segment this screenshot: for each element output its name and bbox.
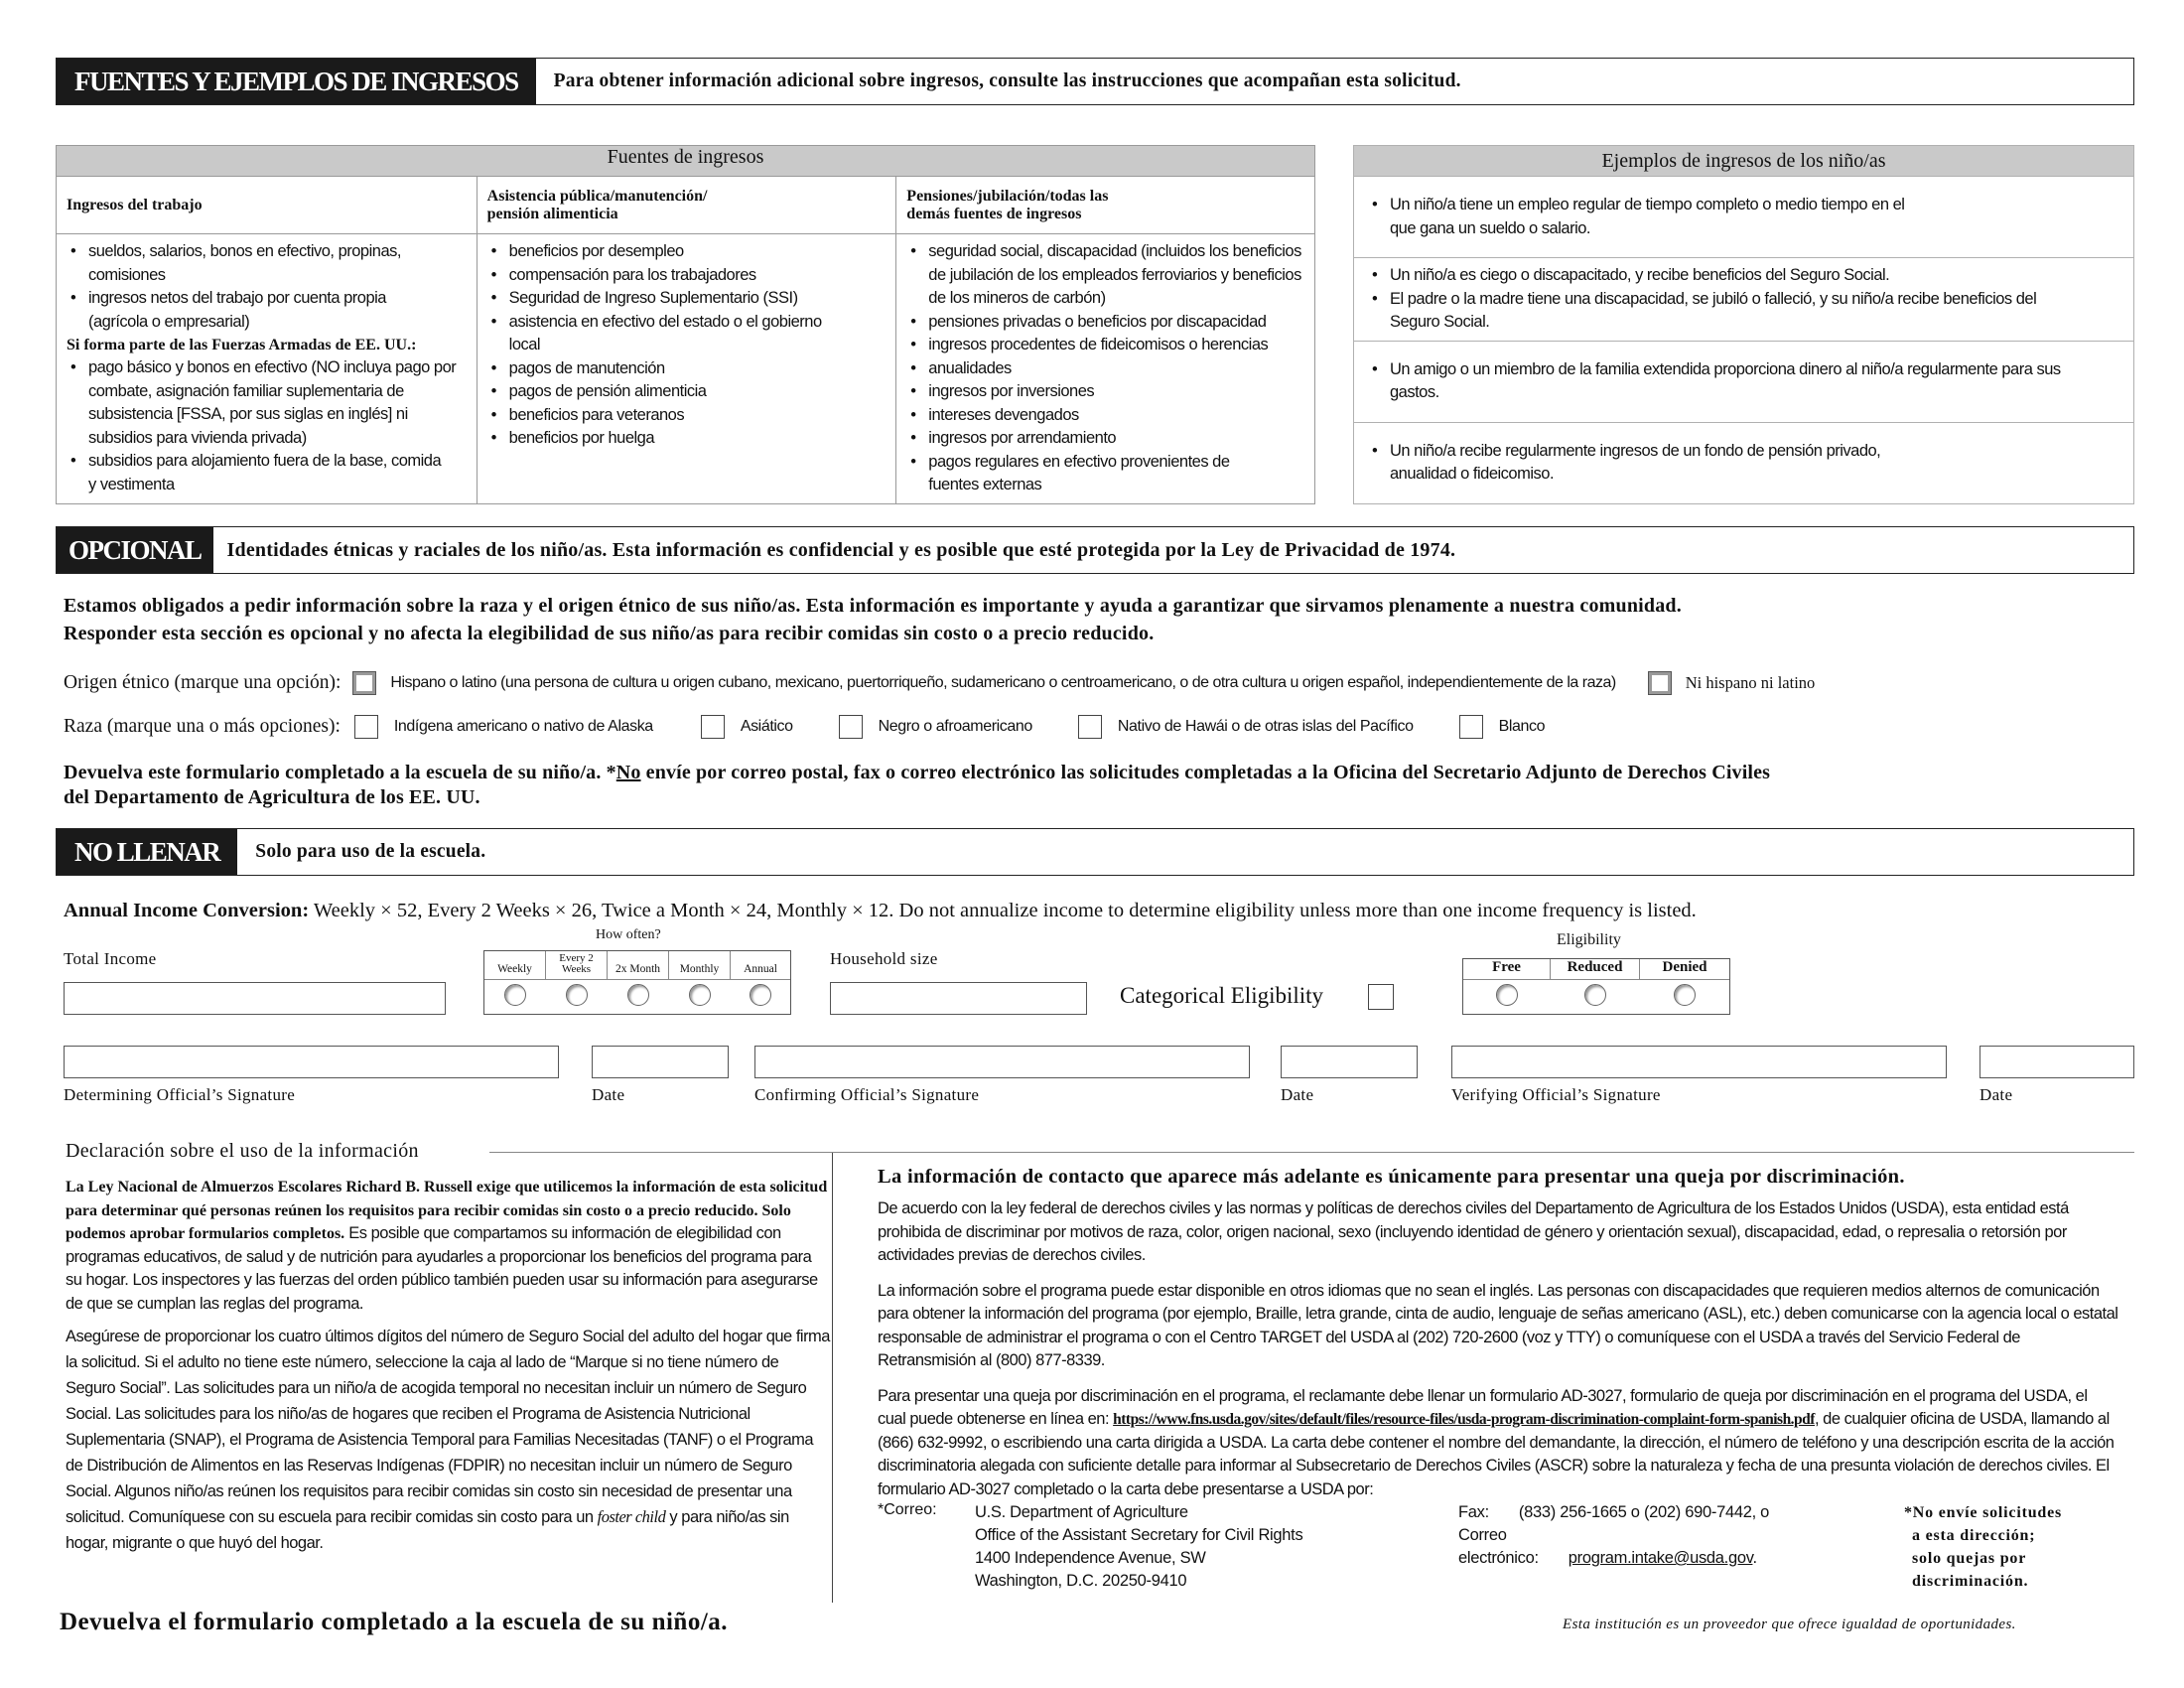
col-header-work: Ingresos del trabajo (57, 177, 478, 234)
note-line: solo quejas por (1912, 1550, 2027, 1567)
list-item: • pensiones privadas o beneficios por discapacidad (906, 311, 1304, 335)
return-instructions (64, 761, 2138, 810)
mail-line: Washington, D.C. 20250-9410 (975, 1572, 1187, 1590)
race-label-pacific: Nativo de Hawái o de otras islas del Pacífico (1117, 718, 1414, 735)
elig-denied-radio[interactable] (1674, 984, 1696, 1006)
freq-biweekly-label: Every 2 Weeks (546, 951, 608, 979)
freq-biweekly-radio[interactable] (566, 984, 588, 1006)
optional-tag: OPCIONAL (57, 527, 213, 573)
list-item: • El padre o la madre tiene una discapacidad, se jubiló o falleció, y su niño/a recibe beneficios del Seguro Social. (1368, 288, 2119, 335)
income-examples-title: Ejemplos de ingresos de los niño/as (1354, 146, 2134, 177)
freq-weekly-radio[interactable] (504, 984, 526, 1006)
determining-signature-field[interactable] (64, 1046, 559, 1078)
discrimination-para3-a: Para presentar una queja por discriminación en el programa, el reclamante debe llenar un formulario AD-3027, formulario de queja por discriminación en el programa del USDA, el cual puede obtenerse en línea en: (878, 1386, 2088, 1428)
income-sources-title: Fuentes de ingresos (57, 146, 1315, 177)
list-item: • beneficios por desempleo (487, 240, 887, 264)
frequency-box (483, 950, 791, 1015)
income-section-header (56, 58, 2134, 105)
example-row (1354, 177, 2134, 258)
declaration-rule (489, 1152, 832, 1153)
optional-section-header (56, 526, 2134, 574)
pensions-cell (896, 234, 1315, 504)
discrimination-para3-b: , de cualquier oficina de USDA, llamando al (866) 632-9992, o escribiendo una carta dirigida a USDA. La carta debe contener el nombre del demandante, la dirección, el número de teléfono y una descripción escrita de la acción discriminatoria alegada con suficiente detalle para informar al Subsecretario de Derechos Civiles (ASCR) sobre la naturaleza y fecha de una presunta violación de derechos civiles. El formulario AD-3027 completado o la carta debe presentarse a USDA por: (878, 1410, 2115, 1498)
optional-intro (64, 592, 2128, 647)
email-link[interactable]: program.intake@usda.gov (1568, 1549, 1753, 1567)
determining-date-label: Date (592, 1085, 625, 1104)
column-divider (832, 1152, 833, 1603)
declaration-para2-end: y para niño/as sin hogar, migrante o que huyó del hogar. (66, 1508, 789, 1552)
income-sources-table (56, 145, 1315, 504)
determining-date-field[interactable] (592, 1046, 729, 1078)
income-section-tag: FUENTES Y EJEMPLOS DE INGRESOS (57, 59, 536, 104)
verifying-date-field[interactable] (1979, 1046, 2134, 1078)
race-checkbox-white[interactable] (1459, 715, 1483, 739)
elig-reduced-label: Reduced (1551, 959, 1640, 979)
optional-intro-line2: Responder esta sección es opcional y no afecta la elegibilidad de sus niño/as para recibir comidas sin costo o a precio reducido. (64, 623, 1155, 644)
discrimination-para2: La información sobre el programa puede estar disponible en otros idiomas que no sean el inglés. Las personas con discapacidades que requieren medios alternos de comunicación para obtener la información del programa (por ejemplo, Braille, letra grande, cinta de audio, lenguaje de señas americano (ASL), etc.) deben comunicarse con la agencia local o estatal responsable de administrar el programa o con el Centro TARGET del USDA al (202) 720-2600 (voz y TTY) o comuníquese con el USDA a través del Servicio Federal de Retransmisión al (800) 877-8339. (878, 1281, 2118, 1369)
determining-signature-label: Determining Official’s Signature (64, 1085, 296, 1104)
mail-line: 1400 Independence Avenue, SW (975, 1549, 1206, 1567)
note-line: a esta dirección; (1912, 1527, 2036, 1544)
declaration-para2: Asegúrese de proporcionar los cuatro últimos dígitos del número de Seguro Social del adulto del hogar que firma la solicitud. Si el adulto no tiene este número, seleccione la caja al lado de “Marque si no tiene número de Seguro Social”. Las solicitudes para un niño/a de acogida temporal no necesitan incluir un número de Seguro Social. Las solicitudes para los niño/as de hogares que reciben el Programa de Asistencia Nutricional Suplementaria (SNAP), el Programa de Asistencia Temporal para Familias Necesitadas (TANF) o el Programa de Distribución de Alimentos en las Reservas Indígenas (FDPIR) no necesitan incluir un número de Seguro Social. Algunos niño/as reúnen los requisitos para recibir comidas sin costo sin necesidad de presentar una solicitud. Comuníquese con su escuela para recibir comidas sin costo para un (66, 1328, 830, 1526)
freq-monthly-radio[interactable] (689, 984, 711, 1006)
elig-free-radio[interactable] (1496, 984, 1518, 1006)
mail-line: Office of the Assistant Secretary for Civil Rights (975, 1526, 1303, 1544)
discrimination-body (878, 1197, 2118, 1501)
hispanic-checkbox[interactable] (352, 671, 376, 695)
discrimination-para1: De acuerdo con la ley federal de derechos civiles y las normas y políticas de derechos civiles del Departamento de Agricultura de los Estados Unidos (USDA), esta entidad está prohibida de discriminar por motivos de raza, color, origen nacional, sexo (incluyendo identidad de género y orientación sexual), discapacidad, edad, o represalia o retorsión por actividades previas de derechos civiles. (878, 1199, 2069, 1264)
note-line: *No envíe solicitudes (1904, 1504, 2063, 1521)
list-item: • pagos de pensión alimenticia (487, 380, 887, 404)
confirming-date-field[interactable] (1281, 1046, 1418, 1078)
return-text-line2: del Departamento de Agricultura de los EE. UU. (64, 786, 480, 808)
return-text-b: envíe por correo postal, fax o correo electrónico las solicitudes completadas a la Oficina del Secretario Adjunto de Derechos Civiles (640, 762, 1771, 783)
list-item: • anualidades (906, 357, 1304, 381)
no-fill-section-header (56, 828, 2134, 876)
categorical-eligibility-checkbox[interactable] (1368, 984, 1394, 1010)
example-row (1354, 422, 2134, 503)
list-item: • beneficios por huelga (487, 427, 887, 451)
right-rule (832, 1152, 2134, 1153)
list-item: • Un niño/a tiene un empleo regular de tiempo completo o medio tiempo en el que gana un sueldo o salario. (1368, 194, 2119, 240)
confirming-signature-label: Confirming Official’s Signature (754, 1085, 980, 1104)
list-item: • intereses devengados (906, 404, 1304, 428)
optional-intro-line1: Estamos obligados a pedir información sobre la raza y el origen étnico de sus niño/as. Esta información es importante y ayuda a garantizar que sirvamos plenamente a nuestra comunidad. (64, 595, 1682, 617)
annual-conversion (64, 900, 2138, 922)
list-item: • ingresos por arrendamiento (906, 427, 1304, 451)
work-income-cell (57, 234, 478, 504)
col-header-pensions: Pensiones/jubilación/todas las demás fuentes de ingresos (896, 177, 1315, 234)
list-item: • pagos regulares en efectivo provenientes de fuentes externas (906, 451, 1304, 497)
list-item: • Seguridad de Ingreso Suplementario (SSI) (487, 287, 887, 311)
assistance-cell (477, 234, 896, 504)
list-item: • pagos de manutención (487, 357, 887, 381)
confirming-signature-field[interactable] (754, 1046, 1250, 1078)
race-checkbox-asian[interactable] (701, 715, 725, 739)
household-size-field[interactable] (830, 982, 1087, 1015)
footer-equal-opportunity: Esta institución es un proveedor que ofrece igualdad de oportunidades. (1563, 1617, 2016, 1632)
total-income-label: Total Income (64, 949, 157, 968)
elig-reduced-radio[interactable] (1584, 984, 1606, 1006)
income-examples-table (1353, 145, 2134, 504)
freq-annual-label: Annual (744, 963, 777, 975)
freq-weekly-label: Weekly (484, 951, 546, 979)
no-applications-note (1904, 1501, 2062, 1593)
note-line: discriminación. (1912, 1573, 2029, 1590)
verifying-signature-label: Verifying Official’s Signature (1451, 1085, 1661, 1104)
verifying-signature-field[interactable] (1451, 1046, 1947, 1078)
conversion-label: Annual Income Conversion: (64, 900, 310, 921)
confirming-date-label: Date (1281, 1085, 1314, 1104)
elig-denied-label: Denied (1662, 959, 1707, 975)
income-section-text: Para obtener información adicional sobre ingresos, consulte las instrucciones que acompañan esta solicitud. (553, 70, 1461, 91)
ethnicity-label: Origen étnico (marque una opción): (64, 672, 341, 693)
freq-annual-radio[interactable] (750, 984, 771, 1006)
list-item: • ingresos procedentes de fideicomisos o herencias (906, 334, 1304, 357)
race-label-asian: Asiático (740, 718, 793, 735)
no-fill-tag: NO LLENAR (57, 829, 237, 875)
footer-return: Devuelva el formulario completado a la escuela de su niño/a. (60, 1609, 729, 1635)
declaration-body (66, 1176, 830, 1556)
optional-text: Identidades étnicas y raciales de los niño/as. Esta información es confidencial y es posible que esté protegida por la Ley de Privacidad de 1974. (226, 538, 1456, 561)
list-item: • Un amigo o un miembro de la familia extendida proporciona dinero al niño/a regularmente para sus gastos. (1368, 358, 2119, 405)
freq-twice-month-radio[interactable] (627, 984, 649, 1006)
example-row (1354, 341, 2134, 422)
race-label-black: Negro o afroamericano (878, 718, 1032, 735)
categorical-eligibility-label: Categorical Eligibility (1120, 983, 1324, 1008)
mail-address (975, 1501, 1302, 1593)
fax-block: Fax: (833) 256-1665 o (202) 690-7442, o Correo electrónico: program.intake@usda.gov. (1458, 1503, 1770, 1567)
mail-line: U.S. Department of Agriculture (975, 1503, 1188, 1521)
list-item: • pago básico y bonos en efectivo (NO incluya pago por combate, asignación familiar suplementaria de subsistencia [FSSA, por sus siglas en inglés] ni subsidios para vivienda privada) (67, 356, 467, 450)
not-hispanic-label: Ni hispano ni latino (1685, 673, 1816, 692)
race-checkbox-pacific[interactable] (1078, 715, 1102, 739)
freq-monthly-label: Monthly (669, 951, 731, 979)
list-item: • asistencia en efectivo del estado o el gobierno local (487, 311, 887, 357)
return-text-a: Devuelva este formulario completado a la escuela de su niño/a. * (64, 762, 616, 783)
race-label-white: Blanco (1498, 718, 1546, 735)
eligibility-box (1462, 958, 1730, 1015)
household-size-label: Household size (830, 949, 938, 968)
race-label-native-american: Indígena americano o nativo de Alaska (393, 718, 653, 735)
race-checkbox-native-american[interactable] (354, 715, 378, 739)
race-label: Raza (marque una o más opciones): (64, 716, 341, 737)
declaration-para2-italic: foster child (597, 1507, 666, 1526)
declaration-para1-bold: La Ley Nacional de Almuerzos Escolares Richard B. Russell exige que utilicemos la información de esta solicitud para determinar qué personas reúnen los requisitos para recibir comidas sin costo o a precio reducido. Solo podemos aprobar formularios completos. (66, 1179, 828, 1242)
no-fill-text: Solo para uso de la escuela. (255, 841, 486, 862)
not-hispanic-checkbox[interactable] (1648, 671, 1672, 695)
list-item: • Un niño/a es ciego o discapacitado, y recibe beneficios del Seguro Social. (1368, 264, 2119, 288)
freq-twice-month-label: 2x Month (608, 951, 669, 979)
ethnicity-row (64, 671, 2138, 695)
email-label-line1: Correo (1458, 1526, 1507, 1544)
list-item: • subsidios para alojamiento fuera de la base, comida y vestimenta (67, 450, 467, 496)
hispanic-label: Hispano o latino (una persona de cultura u origen cubano, mexicano, puertorriqueño, sudamericano o centroamericano, o de otra cultura u origen español, independientemente de la raza) (390, 674, 1616, 691)
fax-label: Fax: (1458, 1503, 1489, 1521)
how-often-label: How often? (596, 927, 661, 942)
list-item: • beneficios para veteranos (487, 404, 887, 428)
conversion-text: Weekly × 52, Every 2 Weeks × 26, Twice a Month × 24, Monthly × 12. Do not annualize income to determine eligibility unless more than one income frequency is listed. (309, 900, 1697, 921)
complaint-form-link[interactable]: https://www.fns.usda.gov/sites/default/files/resource-files/usda-program-discrimination-complaint-form-spanish.pdf (1113, 1411, 1815, 1428)
race-row (64, 715, 2138, 739)
elig-free-label: Free (1463, 959, 1551, 979)
fax-value: (833) 256-1665 o (202) 690-7442, o (1518, 1503, 1770, 1521)
discrimination-title: La información de contacto que aparece más adelante es únicamente para presentar una queja por discriminación. (878, 1166, 1905, 1188)
email-label-line2: electrónico: (1458, 1549, 1539, 1567)
list-item: • sueldos, salarios, bonos en efectivo, propinas, comisiones (67, 240, 467, 287)
declaration-title: Declaración sobre el uso de la información (66, 1140, 419, 1162)
list-item: • ingresos por inversiones (906, 380, 1304, 404)
mail-label: *Correo: (878, 1501, 937, 1518)
list-item: • ingresos netos del trabajo por cuenta propia (agrícola o empresarial) (67, 287, 467, 334)
list-item: • seguridad social, discapacidad (incluidos los beneficios de jubilación de los empleados ferroviarios y beneficios de los mineros de carbón) (906, 240, 1304, 311)
return-text-no: No (615, 762, 641, 783)
declaration-para1-rest: Es posible que compartamos su información de elegibilidad con programas educativos, de salud y de nutrición para ayudarles a proporcionar los beneficios del programa para su hogar. Los inspectores y las fuerzas del orden público también pueden usar su información para asegurarse de que se cumplan las reglas del programa. (66, 1224, 818, 1313)
col-header-assistance: Asistencia pública/manutención/ pensión alimenticia (477, 177, 896, 234)
race-checkbox-black[interactable] (839, 715, 863, 739)
list-item: • Un niño/a recibe regularmente ingresos de un fondo de pensión privado, anualidad o fideicomiso. (1368, 440, 2119, 487)
total-income-field[interactable] (64, 982, 446, 1015)
list-item: • compensación para los trabajadores (487, 264, 887, 288)
military-subhead: Si forma parte de las Fuerzas Armadas de EE. UU.: (67, 337, 417, 353)
verifying-date-label: Date (1979, 1085, 2013, 1104)
eligibility-label: Eligibility (1557, 931, 1621, 948)
example-row (1354, 258, 2134, 342)
